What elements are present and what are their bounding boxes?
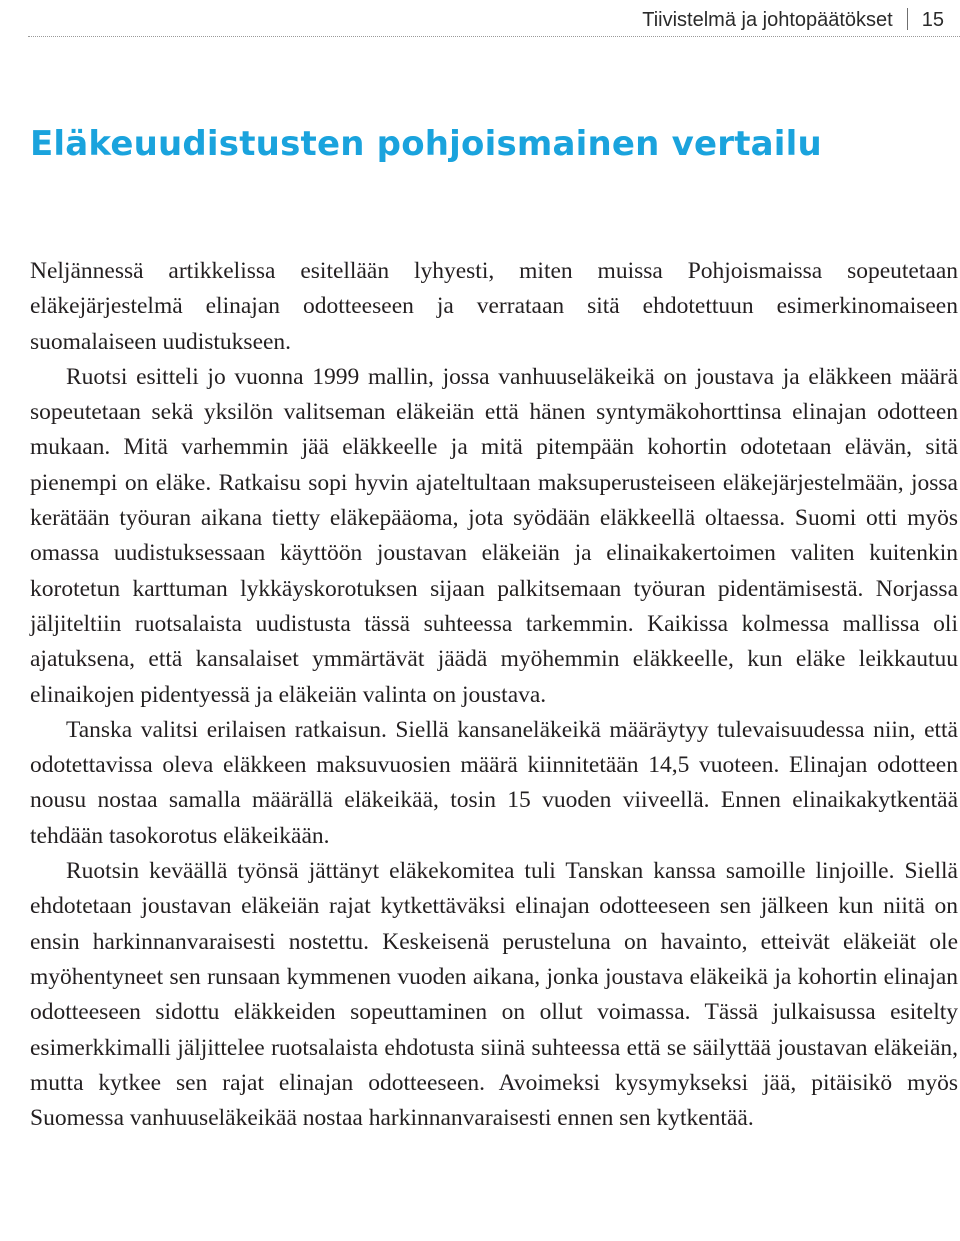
- paragraph-sweden: Ruotsi esitteli jo vuonna 1999 mallin, jossa vanhuuseläkeikä on joustava ja eläkkeen määrä sopeutetaan sekä yksilön valitseman eläkeiän että hänen syntymäkohorttinsa elinajan odotteen mukaan. Mitä varhemmin jää eläkkeelle ja mitä pitempään kohortin odotetaan elävän, sitä pienempi on eläke. Ratkaisu sopi hyvin ajateltultaan maksuperusteiseen eläkejärjestelmään, jossa kerätään työuran aikana tietty eläkepääoma, jota syödään eläkkeellä oltaessa. Suomi otti myös omassa uudistuksessaan käyttöön joustavan eläkeiän ja elinaikakertoimen valiten kuitenkin korotetun karttuman lykkäyskorotuksen sijaan palkitsemaan työuran pidentämisestä. Norjassa jäljiteltiin ruotsalaista uudistusta tässä suhteessa tarkemmin. Kaikissa kolmessa mallissa oli ajatuksena, että kansalaiset ymmärtävät jäädä myöhemmin eläkkeelle, kun eläke leikkautuu elinaikojen pidentyessä ja eläkeiän valinta on joustava.: [30, 363, 958, 708]
- header-separator: [907, 8, 908, 30]
- header-dotted-rule: [28, 36, 960, 37]
- paragraph-sweden-committee: Ruotsin keväällä työnsä jättänyt eläkekomitea tuli Tanskan kanssa samoille linjoille. Siellä ehdotetaan joustavan eläkeiän rajat kytkettäväksi elinajan odotteeseen sen jälkeen kun niitä on ensin harkinnanvaraisesti nostettu. Keskeisenä perusteluna on havainto, etteivät eläkeiät ole myöhentyneet sen runsaan kymmenen vuoden aikana, jonka joustava eläkeikä ja kohortin elinajan odotteeseen sidottu eläkkeiden sopeuttaminen on ollut voimassa. Tässä julkaisussa esitelty esimerkkimalli jäljittelee ruotsalaista ehdotusta siinä suhteessa että se säilyttää joustavan eläkeiän, mutta kytkee sen rajat elinajan odotteeseen. Avoimeksi kysymykseksi jää, pitäisikö myös Suomessa vanhuuseläkeikää nostaa harkinnanvaraisesti ennen sen kytkentää.: [30, 858, 958, 1132]
- paragraph-intro: Neljännessä artikkelissa esitellään lyhyesti, miten muissa Pohjoismaissa sopeutetaan eläkejärjestelmä elinajan odotteeseen ja verrataan sitä ehdotettuun esimerkinomaiseen suomalaiseen uudistukseen.: [30, 258, 958, 355]
- body-text: [30, 254, 958, 1136]
- running-header: [642, 4, 944, 32]
- running-header-section: Tiivistelmä ja johtopäätökset: [642, 9, 893, 31]
- paragraph-denmark: Tanska valitsi erilaisen ratkaisun. Siellä kansaneläkeikä määräytyy tulevaisuudessa niin, että odotettavissa oleva eläkkeen maksuvuosien määrä kiinnitetään 14,5 vuoteen. Elinajan odotteen nousu nostaa samalla määrällä eläkeikää, tosin 15 vuoden viiveellä. Ennen elinaikakytkentää tehdään tasokorotus eläkeikään.: [30, 716, 958, 849]
- page-number: 15: [921, 9, 944, 31]
- chapter-title: Eläkeuudistusten pohjoismainen vertailu: [30, 124, 822, 164]
